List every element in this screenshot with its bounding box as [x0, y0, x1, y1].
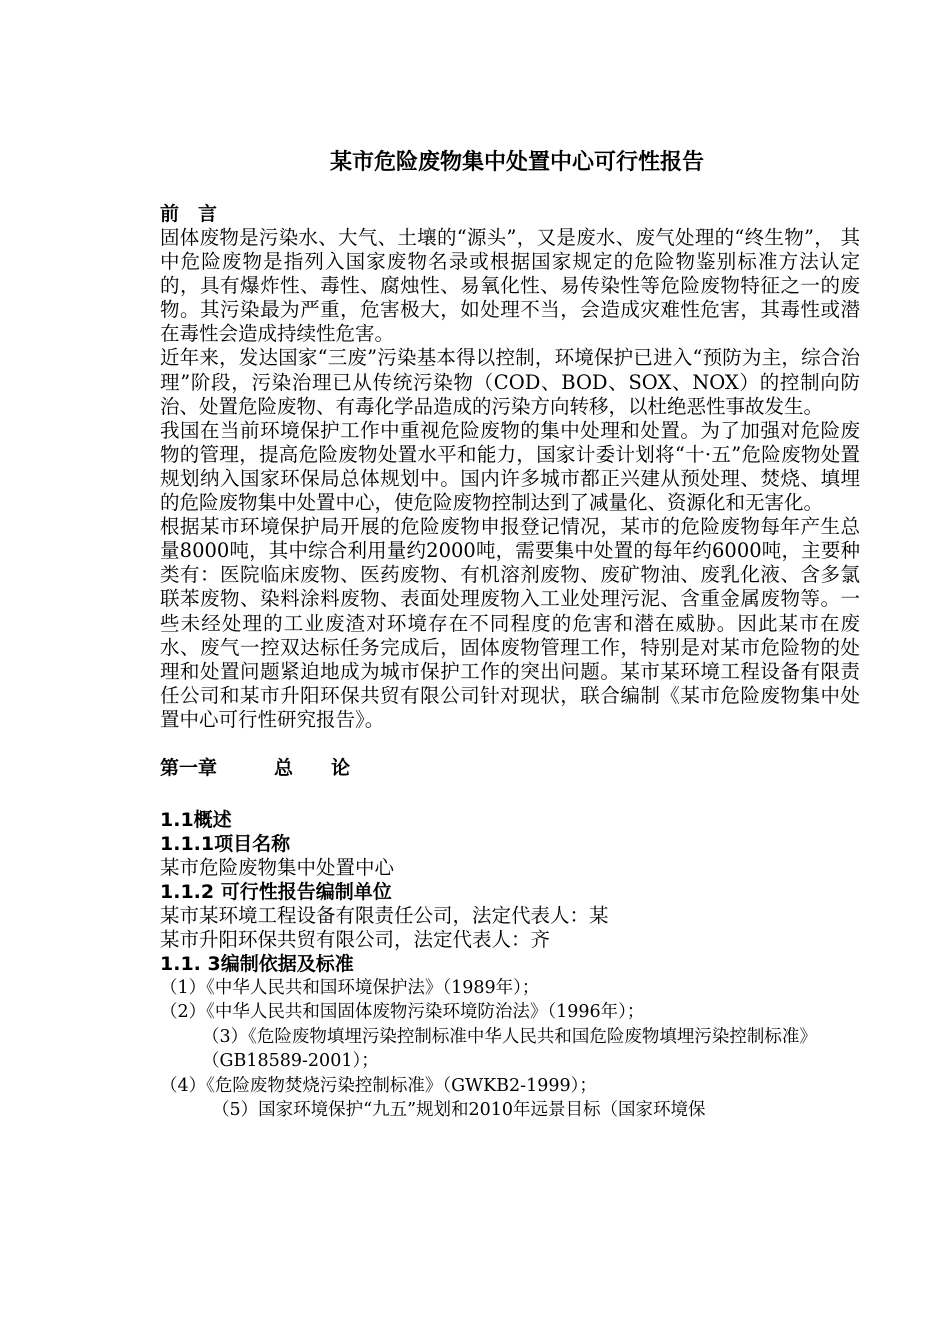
- section-heading-1-1-3: 1.1. 3编制依据及标准: [160, 952, 354, 975]
- preface-paragraph-2: 近年来，发达国家“三废”污染基本得以控制，环境保护已进入“预防为主，综合治理”阶段，污染治理已从传统污染物（COD、BOD、SOX、NOX）的控制向防治、处置危险废物、有毒化学品造成的污染方向转移，以杜绝恶性事故发生。: [160, 346, 860, 418]
- chapter-heading: 第一章 总 论: [160, 756, 351, 779]
- preface-paragraph-4: 根据某市环境保护局开展的危险废物申报登记情况，某市的危险废物每年产生总量8000吨，其中综合利用量约2000吨，需要集中处置的每年约6000吨，主要种类有：医院临床废物、医药废物、有机溶剂废物、废矿物油、废乳化液、含多氯联苯废物、染料涂料废物、表面处理废物入工业处理污泥、含重金属废物等。一些未经处理的工业废渣对环境存在不同程度的危害和潜在威胁。因此某市在废水、废气一控双达标任务完成后，固体废物管理工作，特别是对某市危险物的处理和处置问题紧迫地成为城市保护工作的突出问题。某市某环境工程设备有限责任公司和某市升阳环保共贸有限公司针对现状，联合编制《某市危险废物集中处置中心可行性研究报告》。: [160, 515, 860, 731]
- document-title: 某市危险废物集中处置中心可行性报告: [329, 149, 704, 175]
- preface-paragraph-3: 我国在当前环境保护工作中重视危险废物的集中处理和处置。为了加强对危险废物的管理，提高危险废物处置水平和能力，国家计委计划将“十·五”危险废物处置规划纳入国家环保局总体规划中。国内许多城市都正兴建从预处理、焚烧、填埋的危险废物集中处置中心，使危险废物控制达到了减量化、资源化和无害化。: [160, 418, 860, 515]
- preface-paragraph-1: 固体废物是污染水、大气、土壤的“源头”，又是废水、废气处理的“终生物”， 其中危险废物是指列入国家废物名录或根据国家规定的危险物鉴别标准方法认定的，具有爆炸性、毒性、腐烛性、易氧化性、易传染性等危险废物特征之一的废物。其污染最为严重，危害极大，如处理不当，会造成灾难性危害，其毒性或潜在毒性会造成持续性危害。: [160, 226, 860, 346]
- document-page: [160, 148, 860, 1123]
- section-heading-1-1-2: 1.1.2 可行性报告编制单位: [160, 880, 392, 903]
- reference-item-5: （5）国家环境保护“九五”规划和2010年远景目标（国家环境保: [212, 1100, 706, 1121]
- unit-1: 某市某环境工程设备有限责任公司，法定代表人：某: [160, 903, 609, 927]
- reference-item-2: （2）《中华人民共和国固体废物污染环境防治法》（1996年）；: [160, 1002, 645, 1023]
- reference-item-1: （1）《中华人民共和国环境保护法》（1989年）；: [160, 977, 540, 998]
- section-heading-1-1: 1.1概述: [160, 808, 232, 831]
- reference-item-4: （4）《危险废物焚烧污染控制标准》（GWKB2-1999）；: [160, 1075, 597, 1096]
- reference-item-3: （3）《危险废物填埋污染控制标准中华人民共和国危险废物填埋污染控制标准》（GB18589-2001）；: [202, 1026, 817, 1072]
- preface-heading: 前 言: [160, 203, 218, 225]
- project-name: 某市危险废物集中处置中心: [160, 855, 395, 879]
- unit-2: 某市升阳环保共贸有限公司，法定代表人：齐: [160, 927, 551, 951]
- section-heading-1-1-1: 1.1.1项目名称: [160, 832, 291, 855]
